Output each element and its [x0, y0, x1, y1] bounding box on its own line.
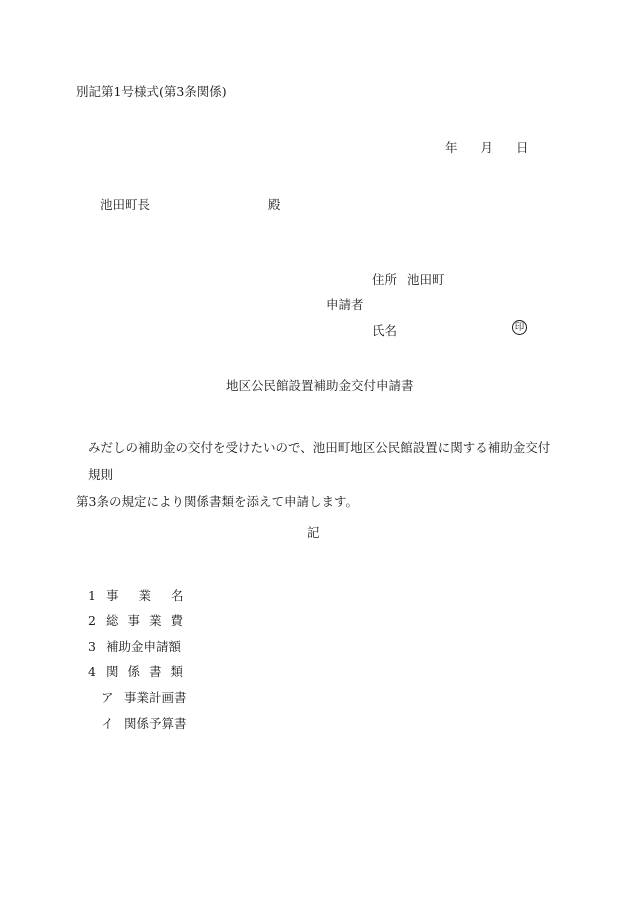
item-number: 4 [88, 664, 96, 679]
addressee-name: 池田町長 [100, 197, 151, 212]
item-label: 関係書類 [106, 664, 193, 679]
sub-item-marker: イ [101, 716, 114, 731]
date-year-label: 年 [445, 140, 458, 155]
sub-item-marker: ア [101, 690, 114, 705]
item-label: 総事業費 [106, 613, 193, 628]
item-number: 2 [88, 613, 96, 628]
body-line-1: みだしの補助金の交付を受けたいので、池田町地区公民館設置に関する補助金交付規則 [88, 440, 551, 482]
list-item [88, 641, 181, 654]
addressee-honorific: 殿 [268, 197, 281, 212]
sub-item-label: 事業計画書 [124, 690, 187, 705]
form-number: 別記第1号様式(第3条関係) [76, 84, 227, 99]
addressee-line [100, 199, 281, 212]
list-item [88, 590, 204, 603]
date-line [445, 142, 529, 155]
sub-list-item [101, 718, 187, 731]
address-line [372, 274, 445, 287]
sub-list-item [101, 692, 187, 705]
item-number: 3 [88, 639, 96, 654]
body-paragraph [76, 434, 556, 515]
date-month-label: 月 [480, 140, 494, 155]
list-item [88, 615, 192, 628]
item-label: 事業名 [106, 588, 204, 603]
item-number: 1 [88, 588, 96, 603]
date-day-label: 日 [516, 140, 529, 155]
sub-item-label: 関係予算書 [124, 716, 187, 731]
ki-heading: 記 [307, 525, 320, 540]
seal-mark: 印 [512, 320, 527, 335]
applicant-label: 申請者 [326, 297, 364, 312]
document-title: 地区公民館設置補助金交付申請書 [226, 378, 414, 393]
address-label: 住所 [372, 272, 398, 287]
body-line-2: 第3条の規定により関係書類を添えて申請します。 [76, 494, 358, 509]
address-value: 池田町 [407, 272, 445, 287]
list-item [88, 666, 192, 679]
item-label: 補助金申請額 [106, 639, 182, 654]
name-label: 氏名 [372, 323, 398, 338]
